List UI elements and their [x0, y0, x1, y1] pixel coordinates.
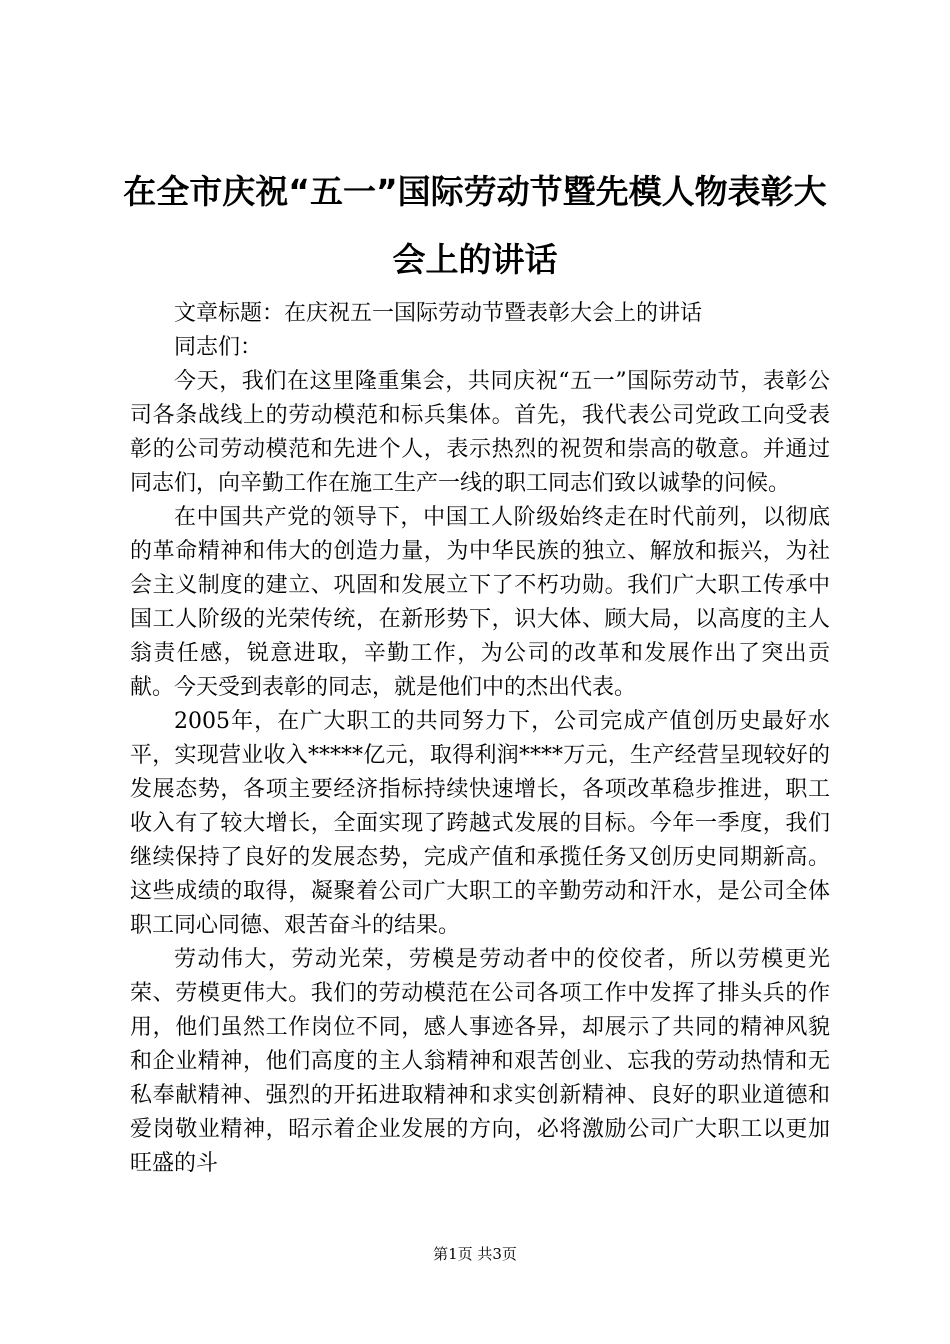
article-title-line: 文章标题：在庆祝五一国际劳动节暨表彰大会上的讲话 [174, 301, 703, 326]
page-number: 第1页 共3页 [433, 1245, 517, 1263]
document-body [130, 297, 830, 1181]
paragraph: 劳动伟大，劳动光荣，劳模是劳动者中的佼佼者，所以劳模更光荣、劳模更伟大。我们的劳动模范在公司各项工作中发挥了排头兵的作用，他们虽然工作岗位不同，感人事迹各异，却展示了共同的精神风貌和企业精神，他们高度的主人翁精神和艰苦创业、忘我的劳动热情和无私奉献精神、强烈的开拓进取精神和求实创新精神、良好的职业道德和爱岗敬业精神，昭示着企业发展的方向，必将激励公司广大职工以更加旺盛的斗 [130, 947, 830, 1176]
paragraph: 今天，我们在这里隆重集会，共同庆祝“五一”国际劳动节，表彰公司各条战线上的劳动模范和标兵集体。首先，我代表公司党政工向受表彰的公司劳动模范和先进个人，表示热烈的祝贺和崇高的敬意。并通过同志们，向辛勤工作在施工生产一线的职工同志们致以诚挚的问候。 [130, 369, 830, 496]
salutation: 同志们： [174, 335, 263, 360]
paragraph: 2005年，在广大职工的共同努力下，公司完成产值创历史最好水平，实现营业收入*****亿元，取得利润****万元，生产经营呈现较好的发展态势，各项主要经济指标持续快速增长，各项改革稳步推进，职工收入有了较大增长，全面实现了跨越式发展的目标。今年一季度，我们继续保持了良好的发展态势，完成产值和承揽任务又创历史同期新高。这些成绩的取得，凝聚着公司广大职工的辛勤劳动和汗水，是公司全体职工同心同德、艰苦奋斗的结果。 [130, 709, 830, 938]
document-title: 在全市庆祝“五一”国际劳动节暨先模人物表彰大会上的讲话 [123, 172, 827, 279]
paragraph: 在中国共产党的领导下，中国工人阶级始终走在时代前列，以彻底的革命精神和伟大的创造力量，为中华民族的独立、解放和振兴，为社会主义制度的建立、巩固和发展立下了不朽功勋。我们广大职工传承中国工人阶级的光荣传统，在新形势下，识大体、顾大局，以高度的主人翁责任感，锐意进取，辛勤工作，为公司的改革和发展作出了突出贡献。今天受到表彰的同志，就是他们中的杰出代表。 [130, 505, 830, 700]
